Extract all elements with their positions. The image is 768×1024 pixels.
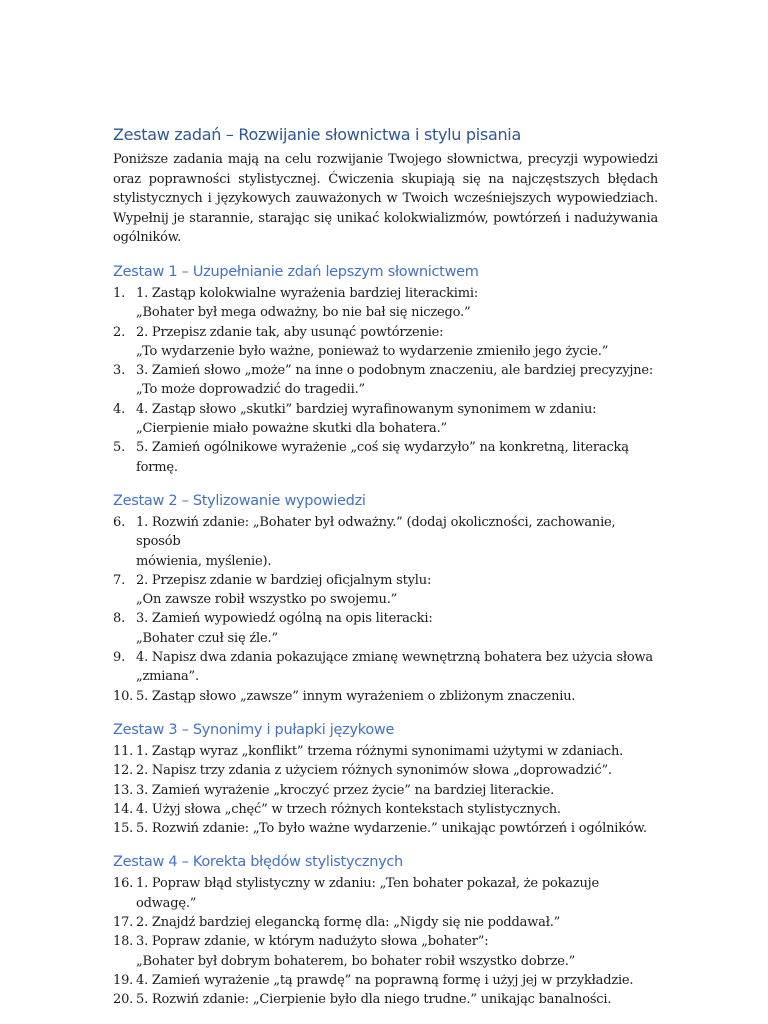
task-instruction: 3. Zamień wyrażenie „kroczyć przez życie” na bardziej literackie. <box>136 782 555 798</box>
task-example: „To wydarzenie było ważne, ponieważ to wydarzenie zmieniło jego życie.” <box>136 343 609 359</box>
task-list <box>113 513 658 706</box>
task-list <box>113 742 658 838</box>
sections-container <box>113 262 658 1010</box>
task-instruction: 1. Popraw błąd stylistyczny w zdaniu: „Ten bohater pokazał, że pokazuje odwagę.” <box>136 876 599 911</box>
section-heading: Zestaw 1 – Uzupełnianie zdań lepszym słownictwem <box>113 263 479 280</box>
section-heading: Zestaw 2 – Stylizowanie wypowiedzi <box>113 492 366 509</box>
task-text-block <box>136 648 658 687</box>
task-item <box>113 648 658 687</box>
task-example: „Bohater był mega odważny, bo nie bał się niczego.” <box>136 305 471 321</box>
task-text-block <box>136 361 658 400</box>
task-item <box>113 971 658 990</box>
task-number: 9. <box>113 650 126 666</box>
task-example: „Cierpienie miało poważne skutki dla bohatera.” <box>136 421 447 437</box>
task-item <box>113 284 658 323</box>
task-text-block <box>136 571 658 610</box>
task-text-block <box>136 687 658 706</box>
intro-paragraph: Poniższe zadania mają na celu rozwijanie Twojego słownictwa, precyzji wypowiedzi oraz poprawności stylistycznej. Ćwiczenia skupiają się na najczęstszych błędach stylistycznych i językowych zauważonych w Twoich wcześniejszych wypowiedziach. Wypełnij je starannie, starając się unikać kolokwializmów, powtórzeń i nadużywania ogólników. <box>113 152 658 246</box>
task-text-block <box>136 284 658 323</box>
task-item <box>113 800 658 819</box>
task-item <box>113 781 658 800</box>
task-text-block <box>136 971 658 990</box>
task-instruction: 5. Rozwiń zdanie: „Cierpienie było dla niego trudne.” unikając banalności. <box>136 992 612 1008</box>
task-list <box>113 284 658 477</box>
task-number: 5. <box>113 440 126 456</box>
task-instruction: 4. Napisz dwa zdania pokazujące zmianę wewnętrzną bohatera bez użycia słowa <box>136 650 653 666</box>
document-title: Zestaw zadań – Rozwijanie słownictwa i stylu pisania <box>113 125 521 144</box>
task-instruction: 4. Użyj słowa „chęć” w trzech różnych kontekstach stylistycznych. <box>136 801 561 817</box>
task-text-block <box>136 400 658 439</box>
task-item <box>113 400 658 439</box>
task-text-block <box>136 761 658 780</box>
task-instruction: 2. Przepisz zdanie w bardziej oficjalnym stylu: <box>136 572 432 588</box>
task-item <box>113 874 658 913</box>
task-example: „zmiana”. <box>136 669 199 685</box>
task-instruction: 4. Zamień wyrażenie „tą prawdę” na poprawną formę i użyj jej w przykładzie. <box>136 972 634 988</box>
task-instruction: 3. Zamień wypowiedź ogólną na opis literacki: <box>136 611 433 627</box>
task-number: 2. <box>113 324 126 340</box>
task-example: „Bohater był dobrym bohaterem, bo bohater robił wszystko dobrze.” <box>136 953 576 969</box>
task-number: 11. <box>113 743 134 759</box>
task-instruction: 1. Zastąp wyraz „konflikt” trzema różnymi synonimami użytymi w zdaniach. <box>136 743 624 759</box>
task-item <box>113 761 658 780</box>
task-text-block <box>136 609 658 648</box>
task-text-block <box>136 742 658 761</box>
task-number: 15. <box>113 821 134 837</box>
task-item <box>113 361 658 400</box>
task-item <box>113 609 658 648</box>
document-content <box>113 124 658 1009</box>
task-list <box>113 874 658 1009</box>
task-number: 3. <box>113 363 126 379</box>
task-number: 18. <box>113 934 134 950</box>
task-number: 1. <box>113 285 126 301</box>
section-heading: Zestaw 4 – Korekta błędów stylistycznych <box>113 854 403 871</box>
task-text-block <box>136 913 658 932</box>
task-example: mówienia, myślenie). <box>136 553 272 569</box>
task-number: 20. <box>113 992 134 1008</box>
task-text-block <box>136 438 658 477</box>
task-number: 13. <box>113 782 134 798</box>
task-number: 6. <box>113 514 126 530</box>
task-item <box>113 990 658 1009</box>
task-number: 14. <box>113 801 134 817</box>
task-item <box>113 932 658 971</box>
task-instruction: 5. Zamień ogólnikowe wyrażenie „coś się wydarzyło” na konkretną, literacką formę. <box>136 440 629 475</box>
task-instruction: 5. Rozwiń zdanie: „To było ważne wydarzenie.” unikając powtórzeń i ogólników. <box>136 821 647 837</box>
task-text-block <box>136 781 658 800</box>
task-item <box>113 913 658 932</box>
task-instruction: 3. Zamień słowo „może” na inne o podobnym znaczeniu, ale bardziej precyzyjne: <box>136 363 654 379</box>
task-text-block <box>136 513 658 571</box>
task-item <box>113 819 658 838</box>
task-item <box>113 571 658 610</box>
task-example: „To może doprowadzić do tragedii.” <box>136 382 365 398</box>
task-number: 17. <box>113 914 134 930</box>
task-item <box>113 438 658 477</box>
task-item <box>113 323 658 362</box>
task-number: 19. <box>113 972 134 988</box>
task-instruction: 1. Rozwiń zdanie: „Bohater był odważny.” (dodaj okoliczności, zachowanie, sposób <box>136 514 616 550</box>
task-text-block <box>136 800 658 819</box>
task-instruction: 2. Znajdź bardziej elegancką formę dla: „Nigdy się nie poddawał.” <box>136 914 561 930</box>
task-instruction: 2. Napisz trzy zdania z użyciem różnych synonimów słowa „doprowadzić”. <box>136 763 612 779</box>
task-instruction: 3. Popraw zdanie, w którym nadużyto słowa „bohater”: <box>136 934 489 950</box>
task-instruction: 4. Zastąp słowo „skutki” bardziej wyrafinowanym synonimem w zdaniu: <box>136 401 597 417</box>
task-item <box>113 687 658 706</box>
task-text-block <box>136 932 658 971</box>
task-item <box>113 742 658 761</box>
task-number: 16. <box>113 876 134 892</box>
task-number: 8. <box>113 611 126 627</box>
task-instruction: 1. Zastąp kolokwialne wyrażenia bardziej literackimi: <box>136 285 479 301</box>
task-text-block <box>136 323 658 362</box>
task-text-block <box>136 819 658 838</box>
task-number: 7. <box>113 572 126 588</box>
task-instruction: 2. Przepisz zdanie tak, aby usunąć powtórzenie: <box>136 324 444 340</box>
task-example: „Bohater czuł się źle.” <box>136 630 278 646</box>
section-heading: Zestaw 3 – Synonimy i pułapki językowe <box>113 721 395 738</box>
task-number: 12. <box>113 763 134 779</box>
task-instruction: 5. Zastąp słowo „zawsze” innym wyrażeniem o zbliżonym znaczeniu. <box>136 688 576 704</box>
task-example: „On zawsze robił wszystko po swojemu.” <box>136 592 398 608</box>
task-number: 4. <box>113 401 126 417</box>
task-text-block <box>136 874 658 913</box>
task-item <box>113 513 658 571</box>
task-number: 10. <box>113 688 134 704</box>
task-text-block <box>136 990 658 1009</box>
